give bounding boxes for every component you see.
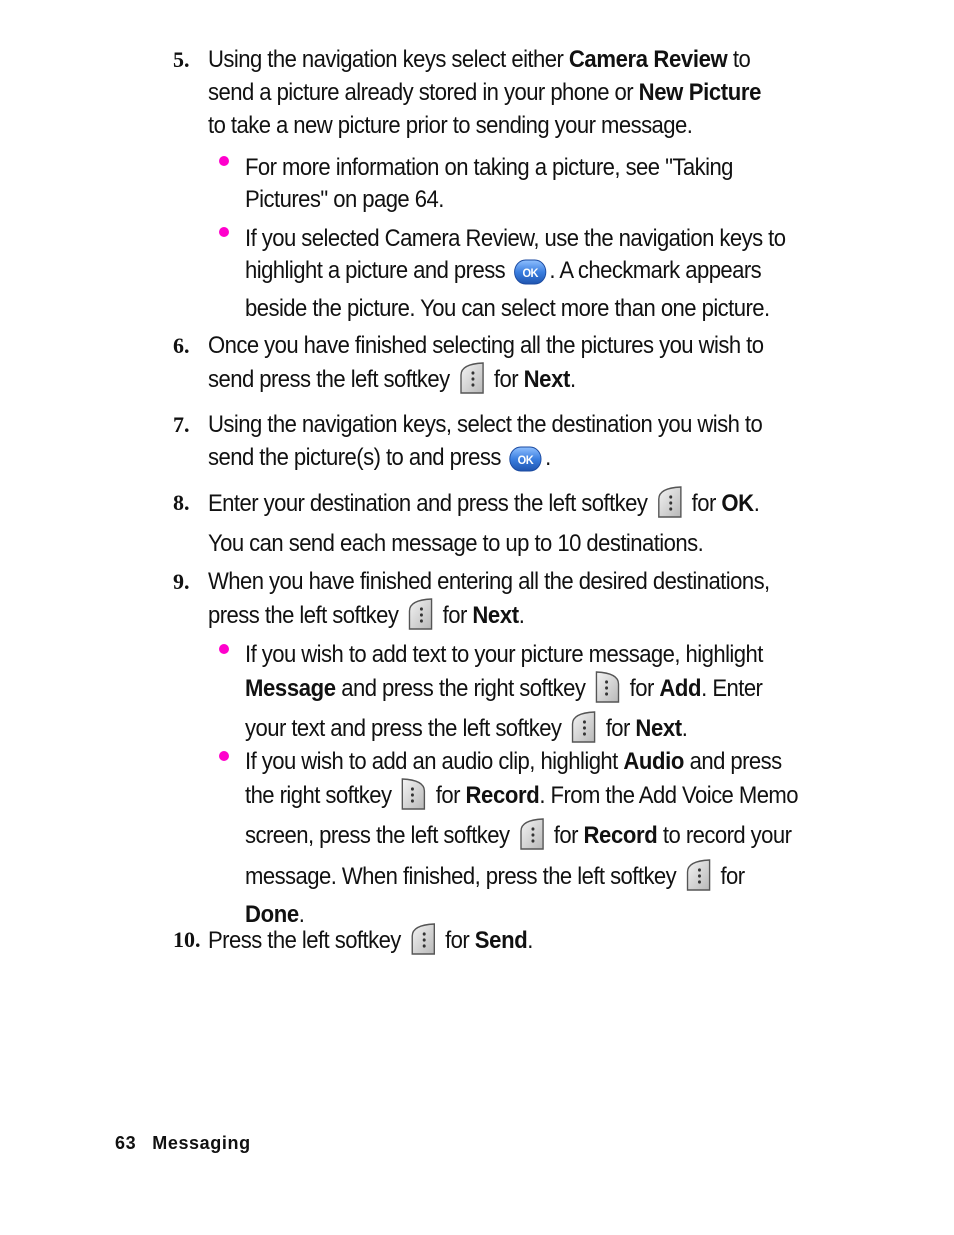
step-number: 10. [173,927,201,952]
right-softkey-icon [594,671,622,712]
step-10-text: Press the left softkey for Send. [208,923,771,964]
term-record: Record [465,781,540,809]
step-5-bullet-2: If you selected Camera Review, use the navigation keys to highlight a picture and press OK . A checkmark appears beside the picture. You can select more than one picture. [245,225,786,322]
step-9-bullet-1: If you wish to add text to your picture message, highlight Message and press the right softkey for Add. Enter your text and press the left softkey for Next. [245,639,806,752]
term-next: Next [472,602,519,629]
term-add: Add [659,674,702,702]
bullet-dot [219,227,229,237]
term-next: Next [635,715,682,742]
left-softkey-icon [685,859,713,900]
bullet-dot [219,751,229,761]
page-footer [115,1133,251,1154]
term-next: Next [523,366,570,393]
bullet-dot [219,644,229,654]
step-9-bullet-2: If you wish to add an audio clip, highlight Audio and press the right softkey for Record. From the Add Voice Memo screen, press the left softkey for Record to record your message. When finished, press the left softkey for Done. [245,748,799,928]
step-9-text: When you have finished entering all the desired destinations, press the left softkey for Next. [208,565,771,639]
step-number: 8. [173,490,190,515]
right-softkey-icon [400,778,428,819]
term-ok: OK [721,490,754,517]
term-record: Record [583,822,658,849]
step-6-text: Once you have finished selecting all the pictures you wish to send press the left softkey for Next. [208,329,771,403]
term-new-picture: New Picture [638,79,762,106]
term-camera-review: Camera Review [568,46,728,73]
step-5-text: Using the navigation keys select either Camera Review to send a picture already stored in your phone or New Picture to take a new picture prior to sending your message. [208,46,762,139]
term-send: Send [474,927,528,954]
left-softkey-icon [518,818,546,859]
section-title: Messaging [152,1133,251,1153]
svg-text:OK: OK [522,267,538,280]
ok-key-icon [514,259,547,294]
term-audio: Audio [623,748,685,775]
left-softkey-icon [409,923,437,964]
step-number: 7. [173,412,190,437]
ok-key-icon [509,446,542,481]
left-softkey-icon [656,486,684,527]
term-done: Done [245,901,299,928]
step-number: 9. [173,569,190,594]
term-message: Message [245,674,336,702]
step-number: 6. [173,333,190,358]
step-number: 5. [173,47,190,72]
bullet-dot [219,156,229,166]
step-5-bullet-1: For more information on taking a picture, see "Taking Pictures" on page 64. [245,154,733,213]
left-softkey-icon [407,598,435,639]
left-softkey-icon [458,362,486,403]
step-7-text: Using the navigation keys, select the destination you wish to send the picture(s) to and press OK . [208,408,771,481]
step-8-text: Enter your destination and press the left softkey for OK. You can send each message to up to 10 destinations. [208,486,771,560]
svg-text:OK: OK [518,454,534,468]
page-number: 63 [115,1133,137,1153]
